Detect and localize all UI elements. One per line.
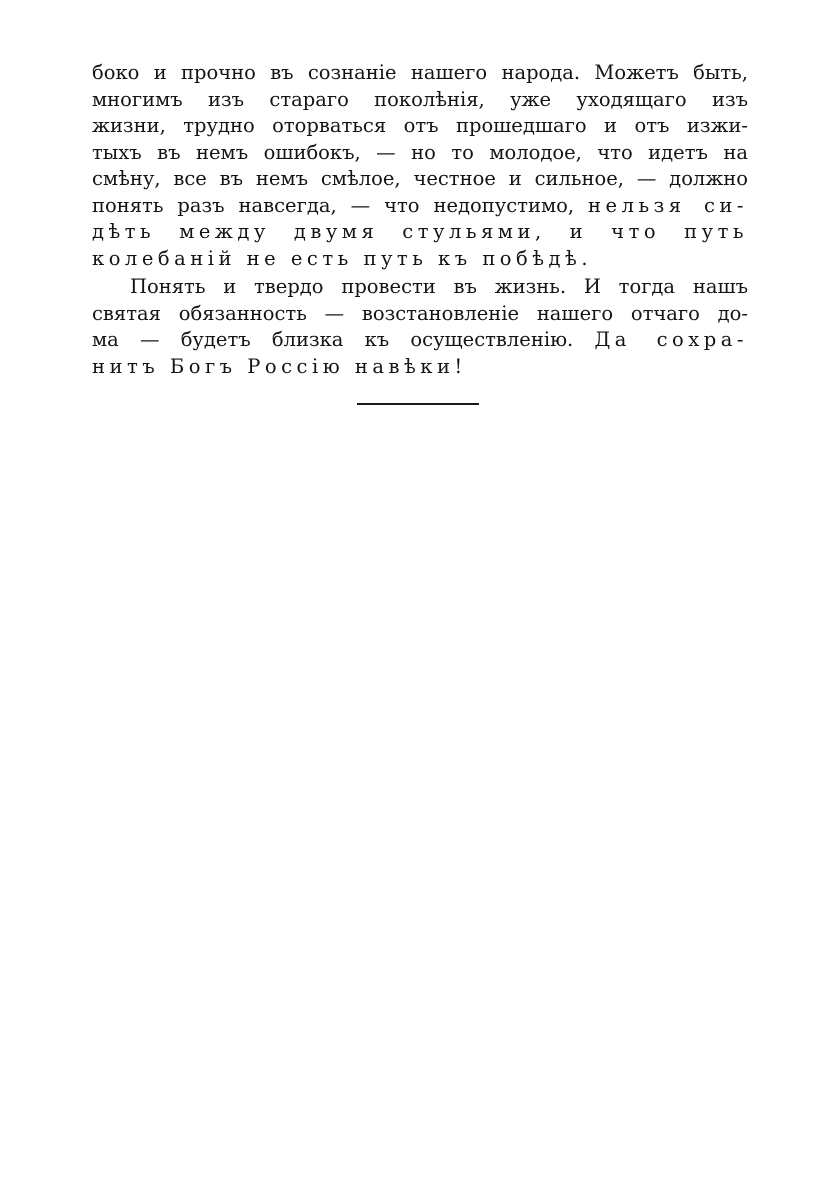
text-line: святая обязанность — возстановленіе нашего отчаго до- bbox=[92, 301, 748, 325]
section-divider bbox=[357, 403, 479, 405]
text-line: тыхъ въ немъ ошибокъ, — но то молодое, что идетъ на bbox=[92, 140, 748, 164]
text-segment: ма — будетъ близка къ осуществленію. bbox=[92, 328, 574, 351]
text-line: боко и прочно въ сознаніе нашего народа. Можетъ быть, bbox=[92, 61, 748, 84]
paragraph-1 bbox=[92, 60, 748, 272]
text-line: нитъ Богъ Россію навѣки! bbox=[92, 354, 467, 378]
text-line: смѣну, все въ немъ смѣлое, честное и сильное, — должно bbox=[92, 167, 748, 190]
text-line: Понять и твердо провести въ жизнь. И тогда нашъ bbox=[130, 275, 748, 298]
spaced-text: нельзя си- bbox=[588, 193, 748, 217]
text-line: жизни, трудно оторваться отъ прошедшаго и отъ изжи- bbox=[92, 114, 748, 137]
text-line: многимъ изъ стараго поколѣнія, уже уходящаго изъ bbox=[92, 87, 748, 111]
text-segment: понять разъ навсегда, — что недопустимо, bbox=[92, 193, 575, 217]
paragraph-2 bbox=[92, 274, 748, 380]
text-line bbox=[92, 327, 748, 354]
text-line bbox=[92, 193, 748, 220]
spaced-text: Да сохра- bbox=[594, 328, 748, 351]
text-line: дѣть между двумя стульями, и что путь bbox=[92, 220, 748, 243]
body-text bbox=[92, 60, 748, 380]
text-line: колебаній не есть путь къ побѣдѣ. bbox=[92, 246, 593, 270]
